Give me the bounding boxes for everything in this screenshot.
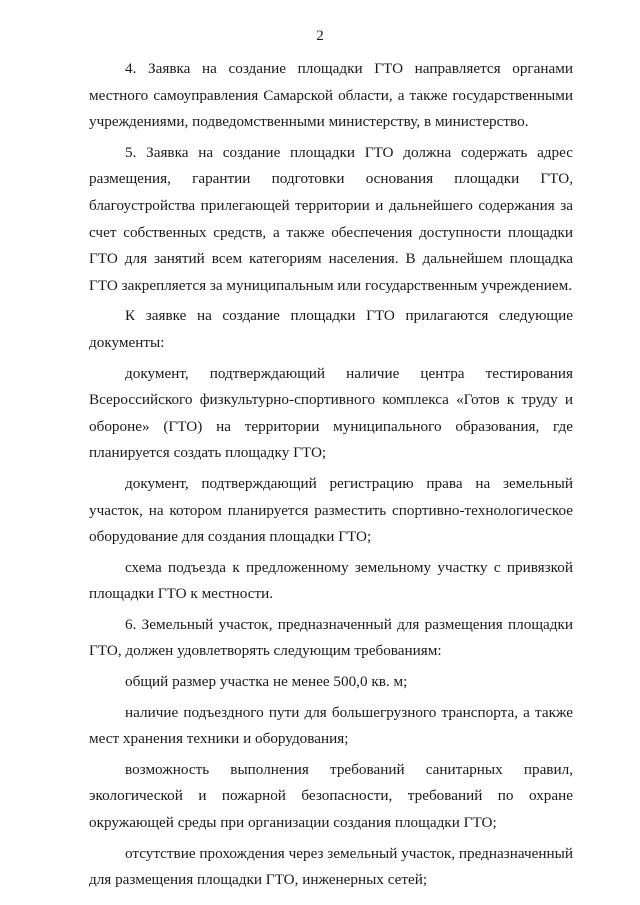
document-body: [89, 56, 573, 894]
list-item-testing-center-document: документ, подтверждающий наличие центра тестирования Всероссийского физкультурно-спортивного комплекса «Готов к труду и обороне» (ГТО) на территории муниципального образования, где планируется создать площадку ГТО;: [89, 364, 573, 462]
paragraph-4-application-submission: 4. Заявка на создание площадки ГТО направляется органами местного самоуправления Самарской области, а также государственными учреждениями, подведомственными министерству, в министерство.: [89, 60, 573, 131]
list-item-no-utility-networks: отсутствие прохождения через земельный участок, предназначенный для размещения площадки ГТО, инженерных сетей;: [89, 844, 573, 889]
paragraph-5-application-contents: 5. Заявка на создание площадки ГТО должна содержать адрес размещения, гарантии подготовки основания площадки ГТО, благоустройства прилегающей территории и дальнейшего содержания за счет собственных средств, а также обеспечения доступности площадки ГТО для занятий всем категориям населения. В дальнейшем площадка ГТО закрепляется за муниципальным или государственным учреждением.: [89, 143, 573, 294]
paragraph-6-land-requirements: 6. Земельный участок, предназначенный для размещения площадки ГТО, должен удовлетворять следующим требованиям:: [89, 615, 573, 660]
list-item-access-scheme: схема подъезда к предложенному земельному участку с привязкой площадки ГТО к местности.: [89, 558, 573, 603]
page-number: 2: [316, 28, 324, 44]
list-item-land-rights-document: документ, подтверждающий регистрацию права на земельный участок, на котором планируется разместить спортивно-технологическое оборудование для создания площадки ГТО;: [89, 474, 573, 546]
paragraph-attached-documents-intro: К заявке на создание площадки ГТО прилагаются следующие документы:: [89, 307, 573, 351]
list-item-safety-requirements: возможность выполнения требований санитарных правил, экологической и пожарной безопасности, требований по охране окружающей среды при организации создания площадки ГТО;: [89, 760, 573, 832]
list-item-access-road: наличие подъездного пути для большегрузного транспорта, а также мест хранения техники и оборудования;: [89, 703, 573, 748]
list-item-total-area: общий размер участка не менее 500,0 кв. м;: [125, 673, 408, 691]
